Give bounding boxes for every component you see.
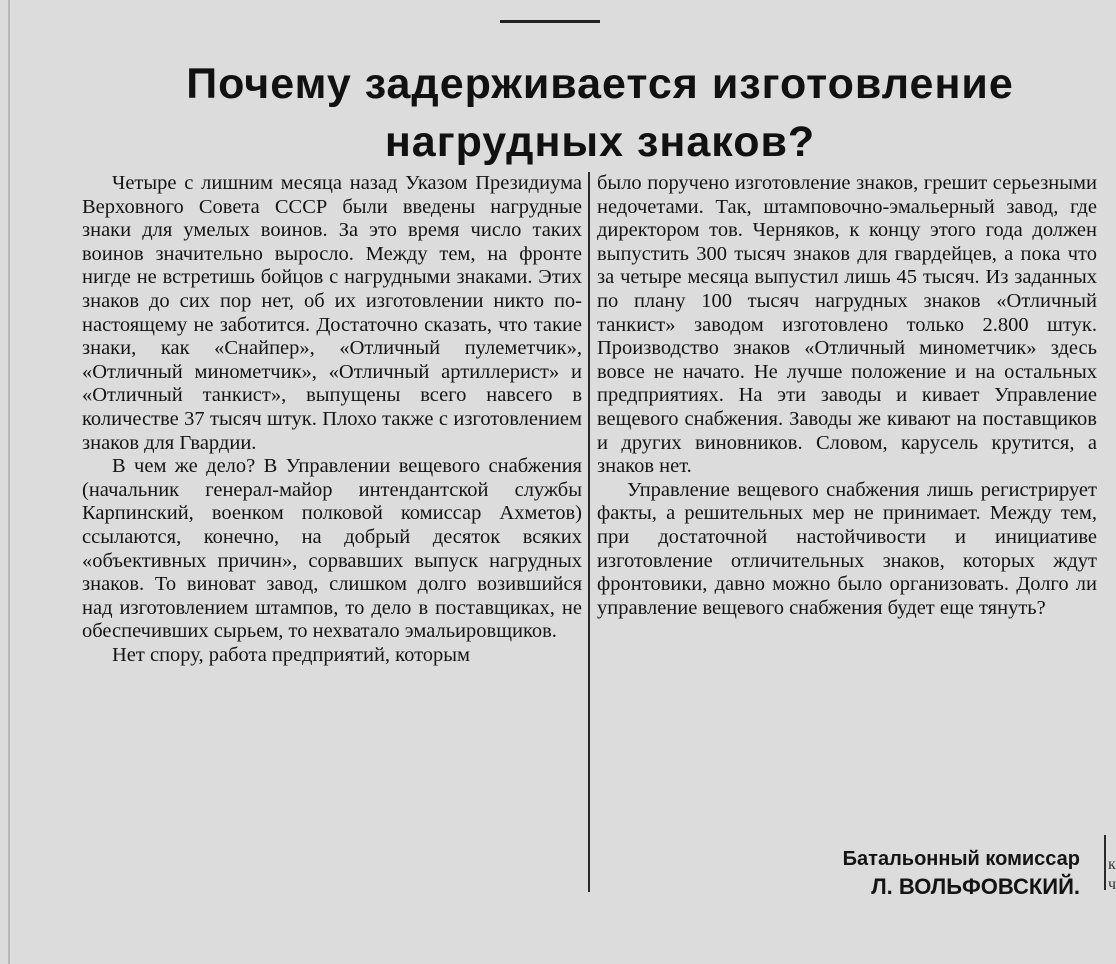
- paragraph: Нет спору, работа предприятий, которым: [112, 643, 471, 666]
- paragraph: Четыре с лишним месяца назад Указом Президиума Верховного Совета СССР были введены нагрудные знаки для умелых воинов. За это время число таких воинов значительно выросло. Между тем, на фронте нигде не встретишь бойцов с нагрудными знаками. Этих знаков до сих пор нет, об их изготовлении никто по-настоящему не заботится. Достаточно сказать, что такие знаки, как «Снайпер», «Отличный пулеметчик», «Отличный минометчик», «Отличный артиллерист» и «Отличный танкист», выпущены всего навсего в количестве 37 тысяч штук. Плохо также с изготовлением знаков для Гвардии.: [82, 172, 582, 454]
- article-column-left: [82, 172, 582, 667]
- top-rule: [500, 20, 600, 23]
- paragraph: Управление вещевого снабжения лишь регистрирует факты, а решительных мер не принимает. Между тем, при достаточной настойчивости и инициативе изготовление отличительных знаков, которых ждут фронтовики, давно можно было организовать. Долго ли управление вещевого снабжения будет еще тянуть?: [597, 478, 1097, 619]
- paragraph: было поручено изготовление знаков, грешит серьезными недочетами. Так, штамповочно-эмальерный завод, где директором тов. Черняков, к концу этого года должен выпустить 300 тысяч знаков для гвардейцев, а пока что за четыре месяца выпустил лишь 45 тысяч. Из заданных по плану 100 тысяч нагрудных знаков «Отличный танкист» заводом изготовлено только 2.800 штук. Производство знаков «Отличный минометчик» здесь вовсе не начато. Не лучше положение и на остальных предприятиях. На эти заводы и кивает Управление вещевого снабжения. Заводы же кивают на поставщиков и других виновников. Словом, карусель крутится, а знаков нет.: [597, 172, 1097, 478]
- article-column-right: [597, 172, 1097, 620]
- next-column-fragment: к: [1108, 856, 1116, 873]
- headline-line-1: Почему задерживается изготовление: [186, 60, 1014, 108]
- article-headline: [120, 55, 1080, 171]
- headline-line-2: нагрудных знаков?: [384, 118, 816, 166]
- column-divider: [588, 172, 590, 892]
- signature-rank: Батальонный комиссар: [842, 848, 1080, 870]
- next-column-divider: [1104, 835, 1106, 890]
- next-column-fragment: ч: [1108, 876, 1116, 893]
- page-edge-line: [8, 0, 10, 964]
- signature-name: Л. ВОЛЬФОВСКИЙ.: [871, 874, 1080, 899]
- paragraph: В чем же дело? В Управлении вещевого снабжения (начальник генерал-майор интендантской службы Карпинский, военком полковой комиссар Ахметов) ссылаются, конечно, на добрый десяток всяких «объективных причин», сорвавших выпуск нагрудных знаков. То виноват завод, слишком долго возившийся над изготовлением штампов, то дело в поставщиках, не обеспечивших сырьем, то нехватало эмальировщиков.: [82, 455, 582, 643]
